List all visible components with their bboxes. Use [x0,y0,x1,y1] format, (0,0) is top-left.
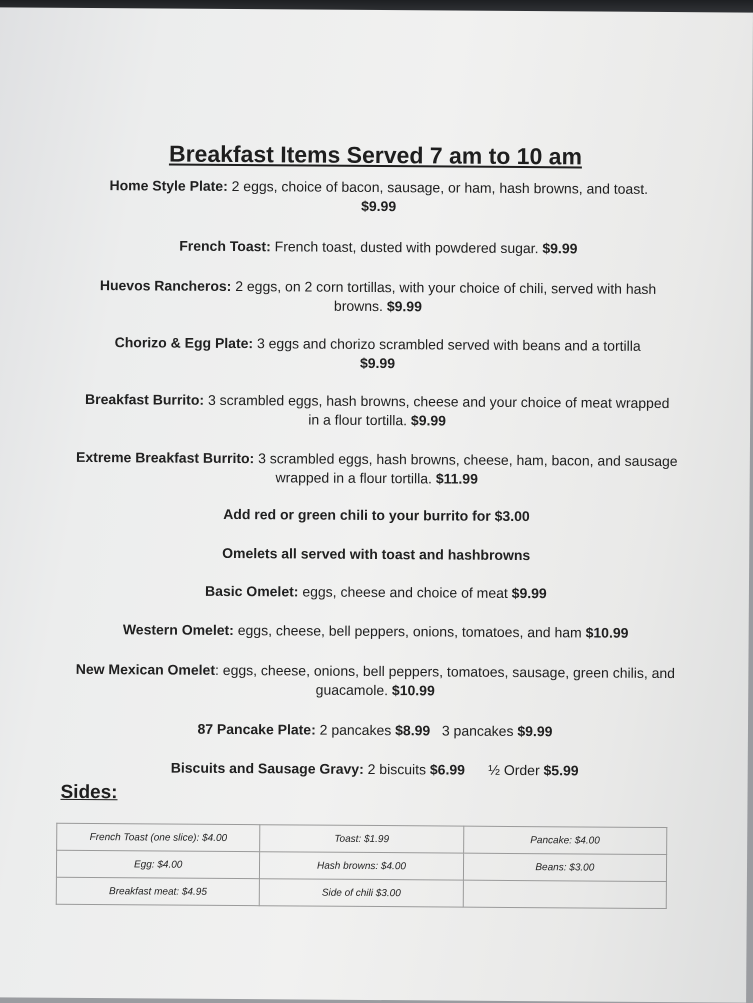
pancake-option-2: 3 pancakes [441,722,514,739]
menu-sheet [0,7,753,1002]
pancake-option-1: 2 pancakes [319,721,392,739]
item-price: $9.99 [386,298,422,315]
menu-item-french-toast [68,236,688,259]
menu-item-basic-omelet [66,581,686,604]
item-desc: 2 eggs, choice of bacon, sausage, or ham, hash browns, and toast. [231,177,649,197]
table-row [57,823,667,854]
biscuits-option-2: ½ Order [488,761,540,779]
item-name: Extreme Breakfast Burrito: [76,448,255,467]
item-desc: French toast, dusted with powdered sugar. [274,238,539,257]
item-name: Biscuits and Sausage Gravy: [170,759,364,777]
item-name: Breakfast Burrito: [85,390,205,408]
table-cell: Pancake: $4.00 [463,826,667,854]
item-name: 87 Pancake Plate: [197,720,316,738]
sides-heading: Sides: [60,781,118,804]
biscuits-price-1: $6.99 [429,761,466,778]
item-price: $9.99 [511,584,547,602]
menu-item-breakfast-burrito [82,390,672,432]
item-price: $10.99 [391,682,435,699]
item-price: $9.99 [542,240,578,257]
sides-table [56,823,668,909]
item-name: Western Omelet: [122,621,234,639]
chili-addon-note: Add red or green chili to your burrito for $3.00 [223,505,530,525]
menu-item-western-omelet [66,620,686,643]
item-price: $10.99 [585,624,629,641]
biscuits-price-2: $5.99 [543,762,579,779]
item-price: $9.99 [359,354,396,372]
item-name: Basic Omelet: [205,582,299,600]
menu-item-new-mexican-omelet [70,660,680,702]
menu-item-extreme-breakfast-burrito [72,448,682,490]
table-cell: Hash browns: $4.00 [260,852,464,880]
table-cell [463,880,667,908]
pancake-price-1: $8.99 [395,722,431,739]
menu-item-home-style-plate [69,176,689,218]
item-price: $11.99 [435,470,478,487]
item-price: $9.99 [361,197,397,215]
item-desc: eggs, cheese, bell peppers, onions, tomatoes, and ham [237,622,582,641]
pancake-price-2: $9.99 [517,723,553,740]
item-name: French Toast: [179,237,271,255]
table-cell: Toast: $1.99 [260,825,464,853]
item-desc: eggs, cheese and choice of meat [302,583,508,601]
omelets-note: Omelets all served with toast and hashbrowns [222,544,531,564]
table-cell: Egg: $4.00 [56,850,260,878]
table-cell: French Toast (one slice): $4.00 [57,823,261,851]
item-desc: 3 scrambled eggs, hash browns, cheese, ham, bacon, and sausage wrapped in a flour tortilla. [258,450,678,487]
biscuits-option-1: 2 biscuits [367,760,427,778]
menu-item-biscuits-gravy [65,758,685,781]
item-price: $9.99 [410,412,447,429]
item-desc: 3 scrambled eggs, hash browns, cheese and your choice of meat wrapped in a flour tortilla. [207,391,670,429]
table-cell: Breakfast meat: $4.95 [56,877,260,905]
item-desc: 2 eggs, on 2 corn tortillas, with your choice of chili, served with hash browns. [235,278,657,315]
item-name: Chorizo & Egg Plate: [114,334,254,352]
table-cell: Beans: $3.00 [463,853,667,881]
item-desc: 3 eggs and chorizo scrambled served with beans and a tortilla [256,335,641,354]
item-name: Huevos Rancheros: [99,277,232,294]
table-row [56,877,666,908]
item-name: New Mexican Omelet [75,660,216,678]
item-desc: : eggs, cheese, onions, bell peppers, tomatoes, sausage, green chilis, and guacamole. [214,661,676,699]
menu-item-pancake-plate [65,719,685,742]
menu-item-huevos-rancheros [93,276,663,318]
menu-item-chorizo-egg-plate [82,333,672,375]
table-cell: Side of chili $3.00 [260,879,464,907]
item-name: Home Style Plate: [109,177,228,194]
table-row [56,850,666,881]
menu-title: Breakfast Items Served 7 am to 10 am [168,140,583,170]
